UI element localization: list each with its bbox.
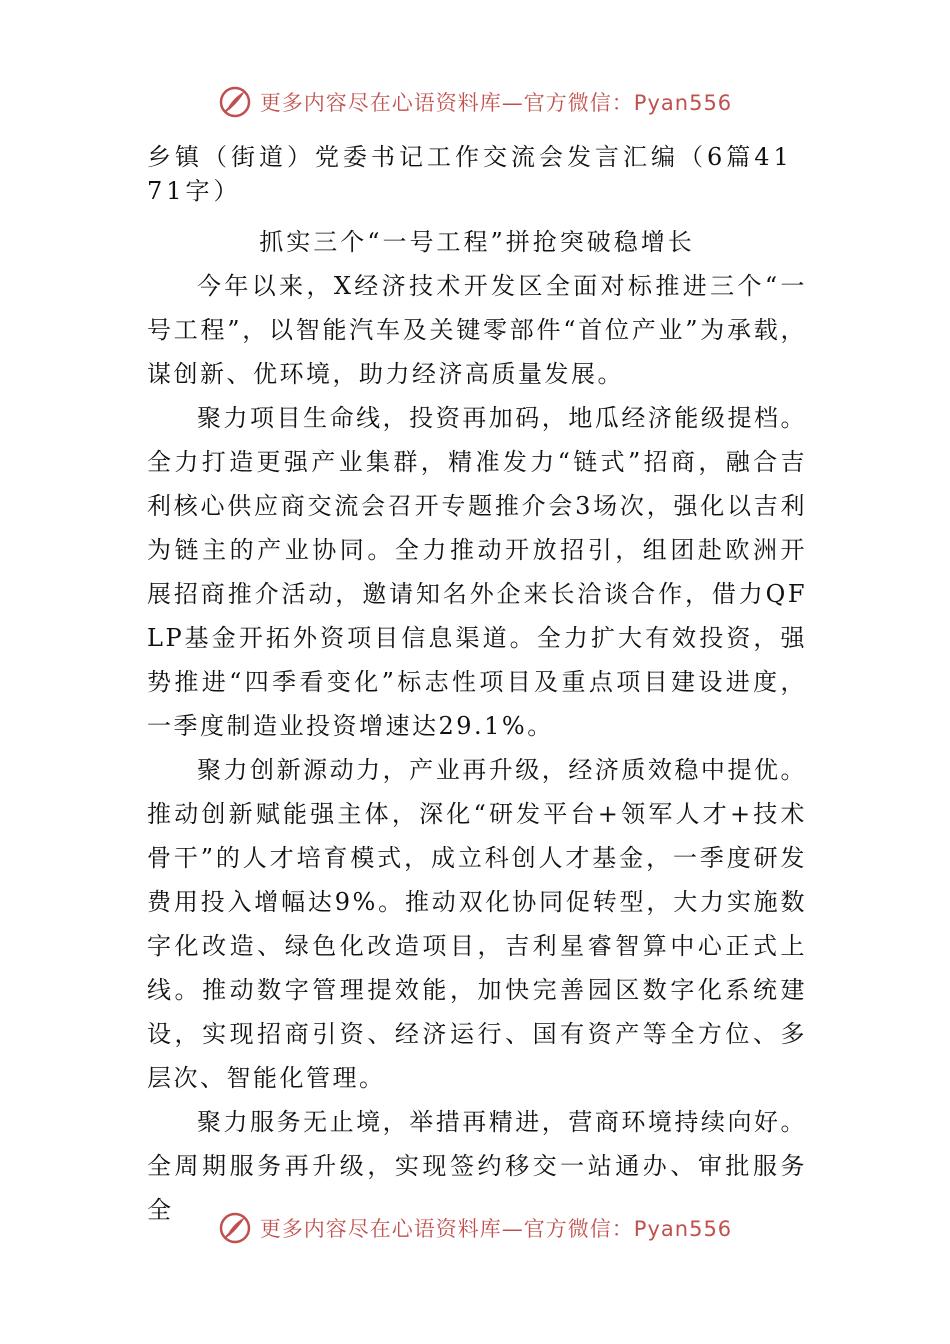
paragraph-2: 聚力项目生命线，投资再加码，地瓜经济能级提档。全力打造更强产业集群，精准发力“链式”招商，融合吉利核心供应商交流会召开专题推介会3场次，强化以吉利为链主的产业协同。全力推动开放招引，组团赴欧洲开展招商推介活动，邀请知名外企来长洽谈合作，借力QFLP基金开拓外资项目信息渠道。全力扩大有效投资，强势推进“四季看变化”标志性项目及重点项目建设进度，一季度制造业投资增速达29.1%。: [147, 404, 807, 740]
paragraph-3: 聚力创新源动力，产业再升级，经济质效稳中提优。推动创新赋能强主体，深化“研发平台+领军人才+技术骨干”的人才培育模式，成立科创人才基金，一季度研发费用投入增幅达9%。推动双化协同促转型，大力实施数字化改造、绿色化改造项目，吉利星睿智算中心正式上线。推动数字管理提效能，加快完善园区数字化系统建设，实现招商引资、经济运行、国有资产等全方位、多层次、智能化管理。: [147, 756, 807, 1092]
document-body: [147, 140, 807, 1232]
pen-logo-icon: [218, 1211, 252, 1245]
document-title: 乡镇（街道）党委书记工作交流会发言汇编（6篇4171字）: [147, 143, 793, 205]
watermark-text: 更多内容尽在心语资料库—官方微信：Pyan556: [259, 91, 733, 115]
paragraph-1: 今年以来，X经济技术开发区全面对标推进三个“一号工程”，以智能汽车及关键零部件“首位产业”为承载，谋创新、优环境，助力经济高质量发展。: [147, 272, 807, 388]
footer-watermark-banner: [0, 1208, 950, 1248]
pen-logo-icon: [218, 85, 252, 119]
watermark-text: 更多内容尽在心语资料库—官方微信：Pyan556: [259, 1217, 733, 1241]
paragraph-4: 聚力服务无止境，举措再精进，营商环境持续向好。全周期服务再升级，实现签约移交一站通办、审批服务全: [147, 1108, 807, 1224]
header-watermark-banner: [0, 82, 950, 122]
section-heading: 抓实三个“一号工程”拼抢突破稳增长: [259, 228, 695, 256]
